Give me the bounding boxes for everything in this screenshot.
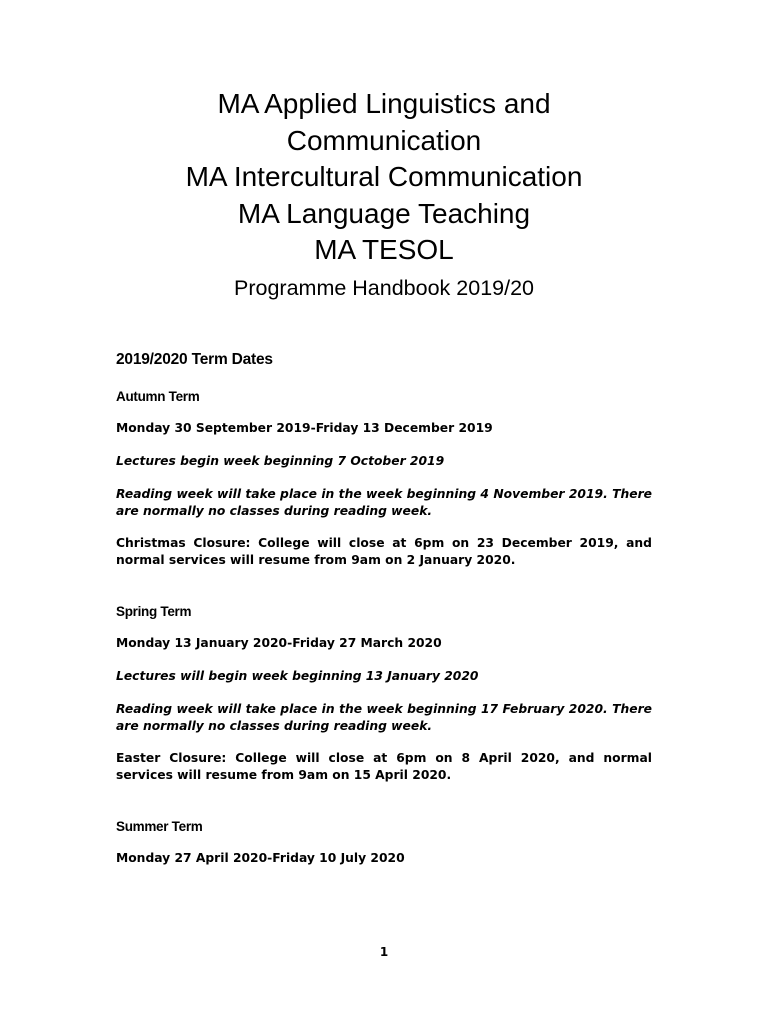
christmas-closure-note: Christmas Closure: College will close at 6pm on 23 December 2019, and normal services will resume from 9am on 2 January 2020. [116, 536, 652, 567]
title-line-4: MA Language Teaching [237, 197, 531, 229]
spring-lectures-note: Lectures will begin week beginning 13 January 2020 [116, 669, 479, 683]
spring-reading-week-note: Reading week will take place in the week beginning 17 February 2020. There are normally no classes during reading week. [116, 702, 652, 733]
summer-term-dates: Monday 27 April 2020-Friday 10 July 2020 [116, 851, 405, 865]
term-dates-heading: 2019/2020 Term Dates [116, 351, 273, 368]
easter-closure-note: Easter Closure: College will close at 6pm on 8 April 2020, and normal services will resume from 9am on 15 April 2020. [116, 751, 652, 782]
title-line-2: Communication [286, 124, 482, 156]
summer-term-heading: Summer Term [116, 819, 203, 834]
spring-term-heading: Spring Term [116, 604, 192, 619]
document-subtitle: Programme Handbook 2019/20 [234, 275, 534, 300]
title-line-1: MA Applied Linguistics and [217, 88, 551, 119]
autumn-term-dates: Monday 30 September 2019-Friday 13 December 2019 [116, 421, 493, 435]
autumn-reading-week-note: Reading week will take place in the week beginning 4 November 2019. There are normally no classes during reading week. [116, 487, 652, 518]
title-line-5: MA TESOL [314, 234, 454, 265]
title-line-3: MA Intercultural Communication [185, 161, 583, 192]
spring-term-dates: Monday 13 January 2020-Friday 27 March 2020 [116, 636, 442, 650]
autumn-term-heading: Autumn Term [116, 389, 200, 404]
autumn-lectures-note: Lectures begin week beginning 7 October 2019 [116, 454, 445, 468]
document-title [0, 86, 768, 303]
page-number: 1 [379, 945, 389, 959]
